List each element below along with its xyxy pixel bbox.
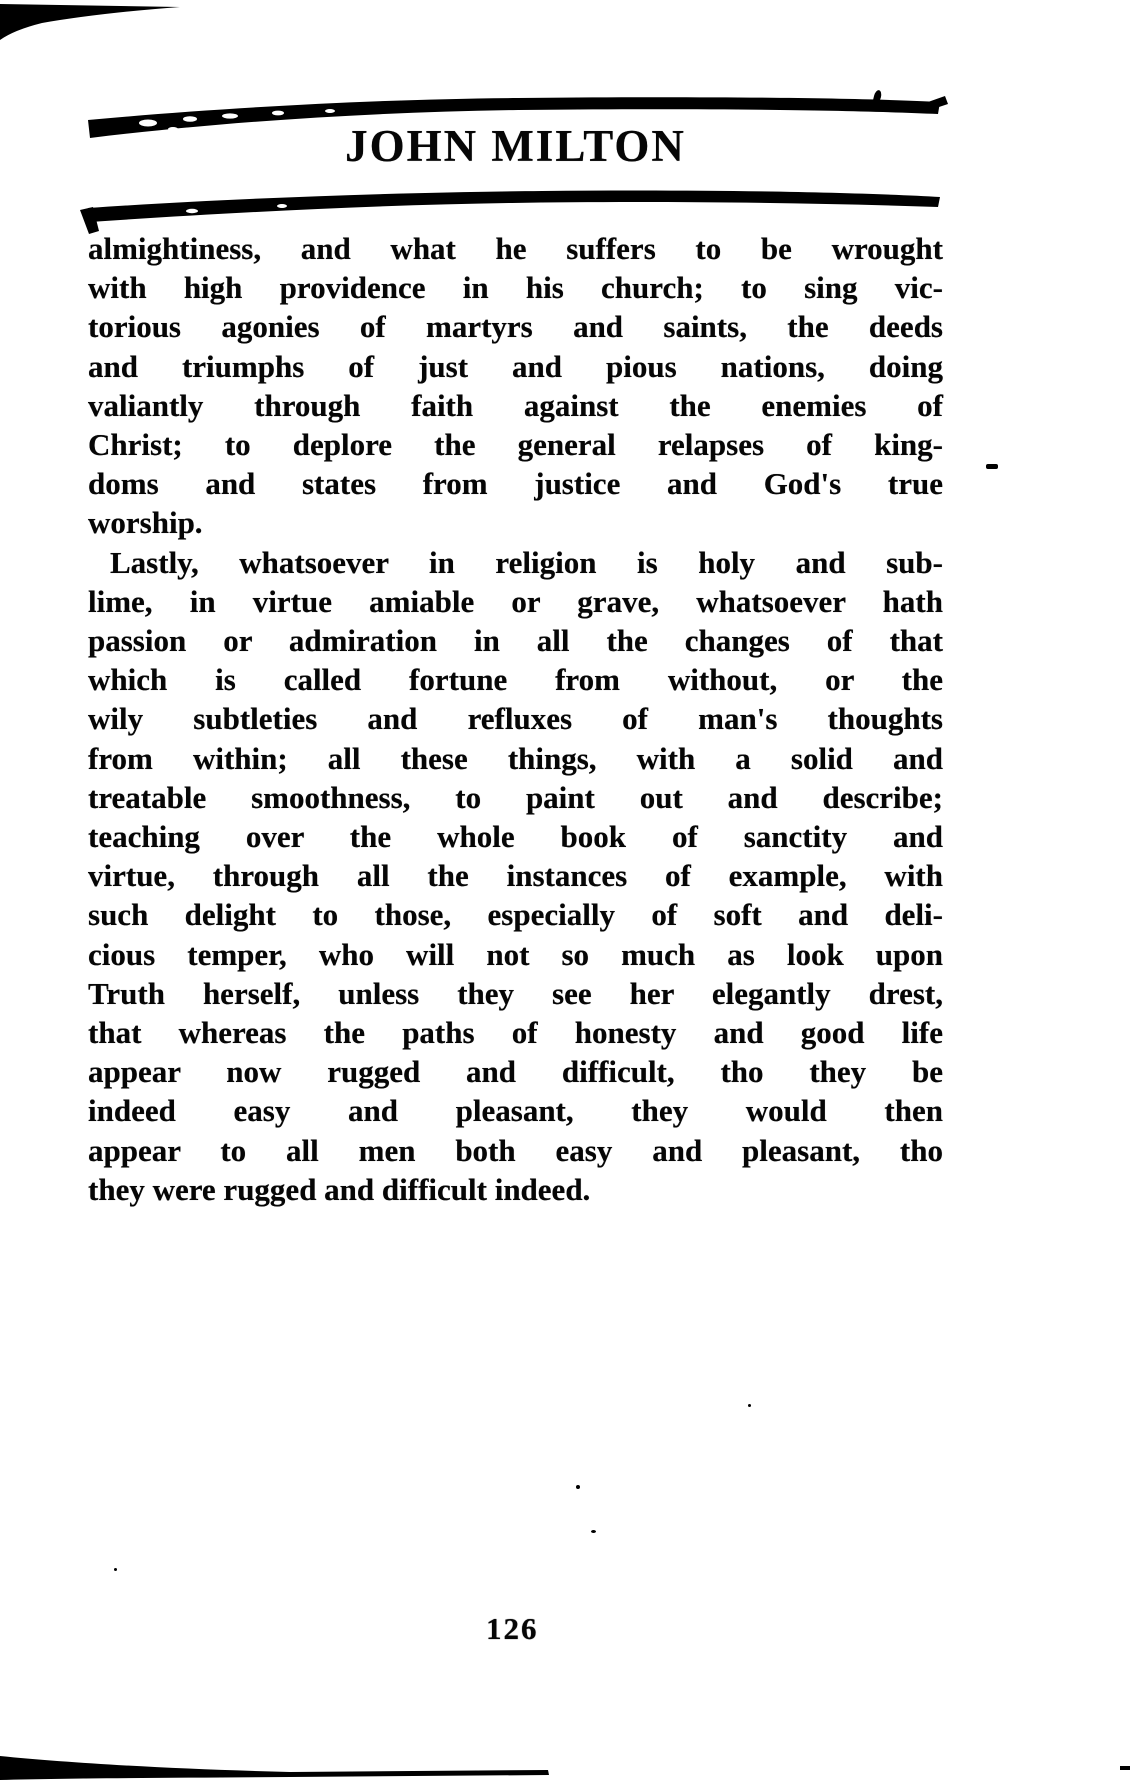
- page-number: 126: [486, 1611, 539, 1646]
- text-line: cious temper, who will not so much as look upon: [88, 936, 943, 972]
- text-line: such delight to those, especially of soft and deli-: [88, 897, 943, 933]
- text-line: they were rugged and difficult indeed.: [88, 1171, 591, 1207]
- text-line: teaching over the whole book of sanctity and: [88, 819, 943, 855]
- text-line: wily subtleties and refluxes of man's thoughts: [88, 701, 943, 737]
- text-line: indeed easy and pleasant, they would then: [88, 1093, 943, 1129]
- text-line: Lastly, whatsoever in religion is holy and sub-: [110, 544, 943, 580]
- ink-speck: [114, 1568, 117, 1571]
- text-line: Christ; to deplore the general relapses of king-: [88, 427, 943, 463]
- text-line: which is called fortune from without, or the: [88, 662, 943, 698]
- text-line: doms and states from justice and God's true: [88, 466, 943, 502]
- text-line: passion or admiration in all the changes of that: [88, 623, 943, 659]
- ink-speck: [1120, 1766, 1130, 1770]
- text-line: that whereas the paths of honesty and good life: [88, 1015, 943, 1051]
- text-line: appear now rugged and difficult, tho they be: [88, 1054, 943, 1090]
- ink-speck: [986, 464, 998, 469]
- text-line: and triumphs of just and pious nations, doing: [88, 348, 943, 384]
- ink-speck: [591, 1530, 596, 1533]
- page-header-title: JOHN MILTON: [345, 121, 686, 171]
- text-line: appear to all men both easy and pleasant, tho: [88, 1132, 943, 1168]
- text-line: torious agonies of martyrs and saints, the deeds: [88, 309, 943, 345]
- text-line: from within; all these things, with a solid and: [88, 740, 943, 776]
- ink-speck: [576, 1485, 580, 1489]
- text-line: lime, in virtue amiable or grave, whatsoever hath: [88, 583, 943, 619]
- text-line: Truth herself, unless they see her elegantly drest,: [88, 975, 943, 1011]
- text-line: almightiness, and what he suffers to be wrought: [88, 231, 943, 266]
- ink-smudge-top-left-icon: [0, 0, 190, 46]
- body-text: [88, 229, 943, 1209]
- ink-speck: [748, 1404, 751, 1407]
- text-line: virtue, through all the instances of example, with: [88, 858, 943, 894]
- text-line: worship.: [88, 505, 203, 541]
- text-line: with high providence in his church; to sing vic-: [88, 270, 943, 306]
- text-line: valiantly through faith against the enemies of: [88, 387, 943, 423]
- text-line: treatable smoothness, to paint out and describe;: [88, 779, 943, 815]
- ink-smudge-bottom-left-icon: [0, 1750, 560, 1780]
